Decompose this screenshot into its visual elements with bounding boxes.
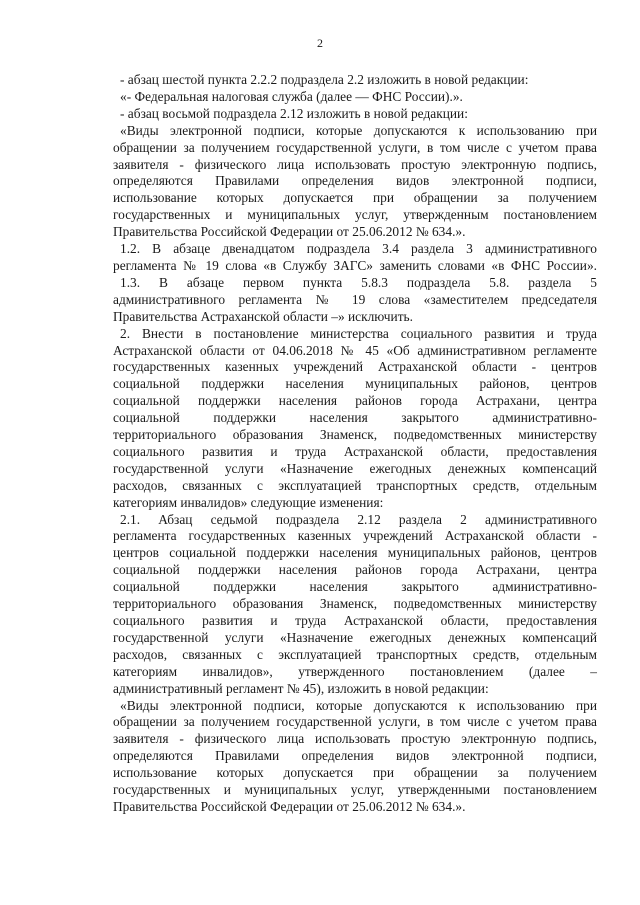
text-line: государственной услуги «Назначение ежегодных денежных компенсаций: [113, 460, 597, 476]
document-body: [113, 72, 597, 816]
text-line: социального развития и труда Астраханской области, предоставления: [113, 613, 597, 628]
text-line: «Виды электронной подписи, которые допускаются к использованию при: [120, 122, 597, 138]
text-line: «- Федеральная налоговая служба (далее — ФНС России).».: [120, 88, 463, 104]
text-line: заявителя - физического лица использовать простую электронную подпись,: [113, 731, 597, 747]
text-line: 1.3. В абзаце первом пункта 5.8.3 подраздела 5.8. раздела 5: [120, 274, 597, 290]
text-line: административного регламента № 19 слова «заместителем председателя: [113, 291, 597, 307]
text-line: социальной поддержки населения районов города Астрахани, центра: [113, 562, 597, 578]
text-line: «Виды электронной подписи, которые допускаются к использованию при: [120, 697, 597, 713]
text-line: расходов, связанных с эксплуатацией транспортных средств, отдельным: [113, 477, 597, 493]
text-line: - абзац шестой пункта 2.2.2 подраздела 2.2 изложить в новой редакции:: [120, 72, 529, 87]
text-line: центров социальной поддержки населения муниципальных районов, центров: [113, 545, 597, 561]
text-line: Астраханской области от 04.06.2018 № 45 «Об административном регламенте: [113, 342, 597, 358]
text-line: определяются Правилами определения видов электронной подписи,: [113, 173, 597, 189]
text-line: расходов, связанных с эксплуатацией транспортных средств, отдельным: [113, 646, 597, 662]
text-line: категориям инвалидов», утвержденного постановлением (далее –: [113, 663, 597, 679]
text-line: заявителя - физического лица использовать простую электронную подпись,: [113, 156, 597, 172]
text-line: 2.1. Абзац седьмой подраздела 2.12 раздела 2 административного: [120, 511, 597, 527]
text-line: Правительства Астраханской области –» исключить.: [113, 308, 413, 324]
text-line: территориального образования Знаменск, подведомственных министерству: [113, 427, 597, 443]
text-line: территориального образования Знаменск, подведомственных министерству: [113, 596, 597, 612]
text-line: социального развития и труда Астраханской области, предоставления: [113, 443, 597, 459]
text-line: использование которых допускается при обращении за получением: [113, 765, 597, 781]
text-line: государственных и муниципальных услуг, утвержденным постановлением: [113, 207, 597, 223]
text-line: категориям инвалидов» следующие изменения:: [113, 494, 384, 510]
text-line: 1.2. В абзаце двенадцатом подраздела 3.4 раздела 3 административного: [120, 241, 597, 257]
text-line: регламента № 19 слова «в Службу ЗАГС» заменить словами «в ФНС России».: [113, 257, 597, 273]
text-line: использование которых допускается при обращении за получением: [113, 190, 597, 206]
text-line: - абзац восьмой подраздела 2.12 изложить в новой редакции:: [120, 105, 468, 121]
text-line: государственных и муниципальных услуг, утвержденными постановлением: [113, 782, 597, 798]
text-line: Правительства Российской Федерации от 25.06.2012 № 634.».: [113, 798, 466, 814]
text-line: социальной поддержки населения районов города Астрахани, центра: [113, 393, 597, 409]
page-number: 2: [317, 36, 323, 50]
text-line: социальной поддержки населения закрытого административно-: [113, 410, 597, 426]
text-line: социальной поддержки населения муниципальных районов, центров: [113, 376, 597, 392]
text-line: государственных казенных учреждений Астраханской области - центров: [113, 359, 597, 375]
text-line: Правительства Российской Федерации от 25.06.2012 № 634.».: [113, 224, 466, 240]
text-line: социальной поддержки населения закрытого административно-: [113, 579, 597, 595]
text-line: 2. Внести в постановление министерства социального развития и труда: [120, 325, 597, 341]
text-line: определяются Правилами определения видов электронной подписи,: [113, 748, 597, 764]
text-line: административный регламент № 45), изложить в новой редакции:: [113, 680, 489, 696]
text-line: обращении за получением государственной услуги, в том числе с учетом права: [113, 714, 597, 730]
text-line: регламента государственных казенных учреждений Астраханской области -: [113, 528, 597, 544]
text-line: обращении за получением государственной услуги, в том числе с учетом права: [113, 139, 597, 155]
text-line: государственной услуги «Назначение ежегодных денежных компенсаций: [113, 629, 597, 645]
